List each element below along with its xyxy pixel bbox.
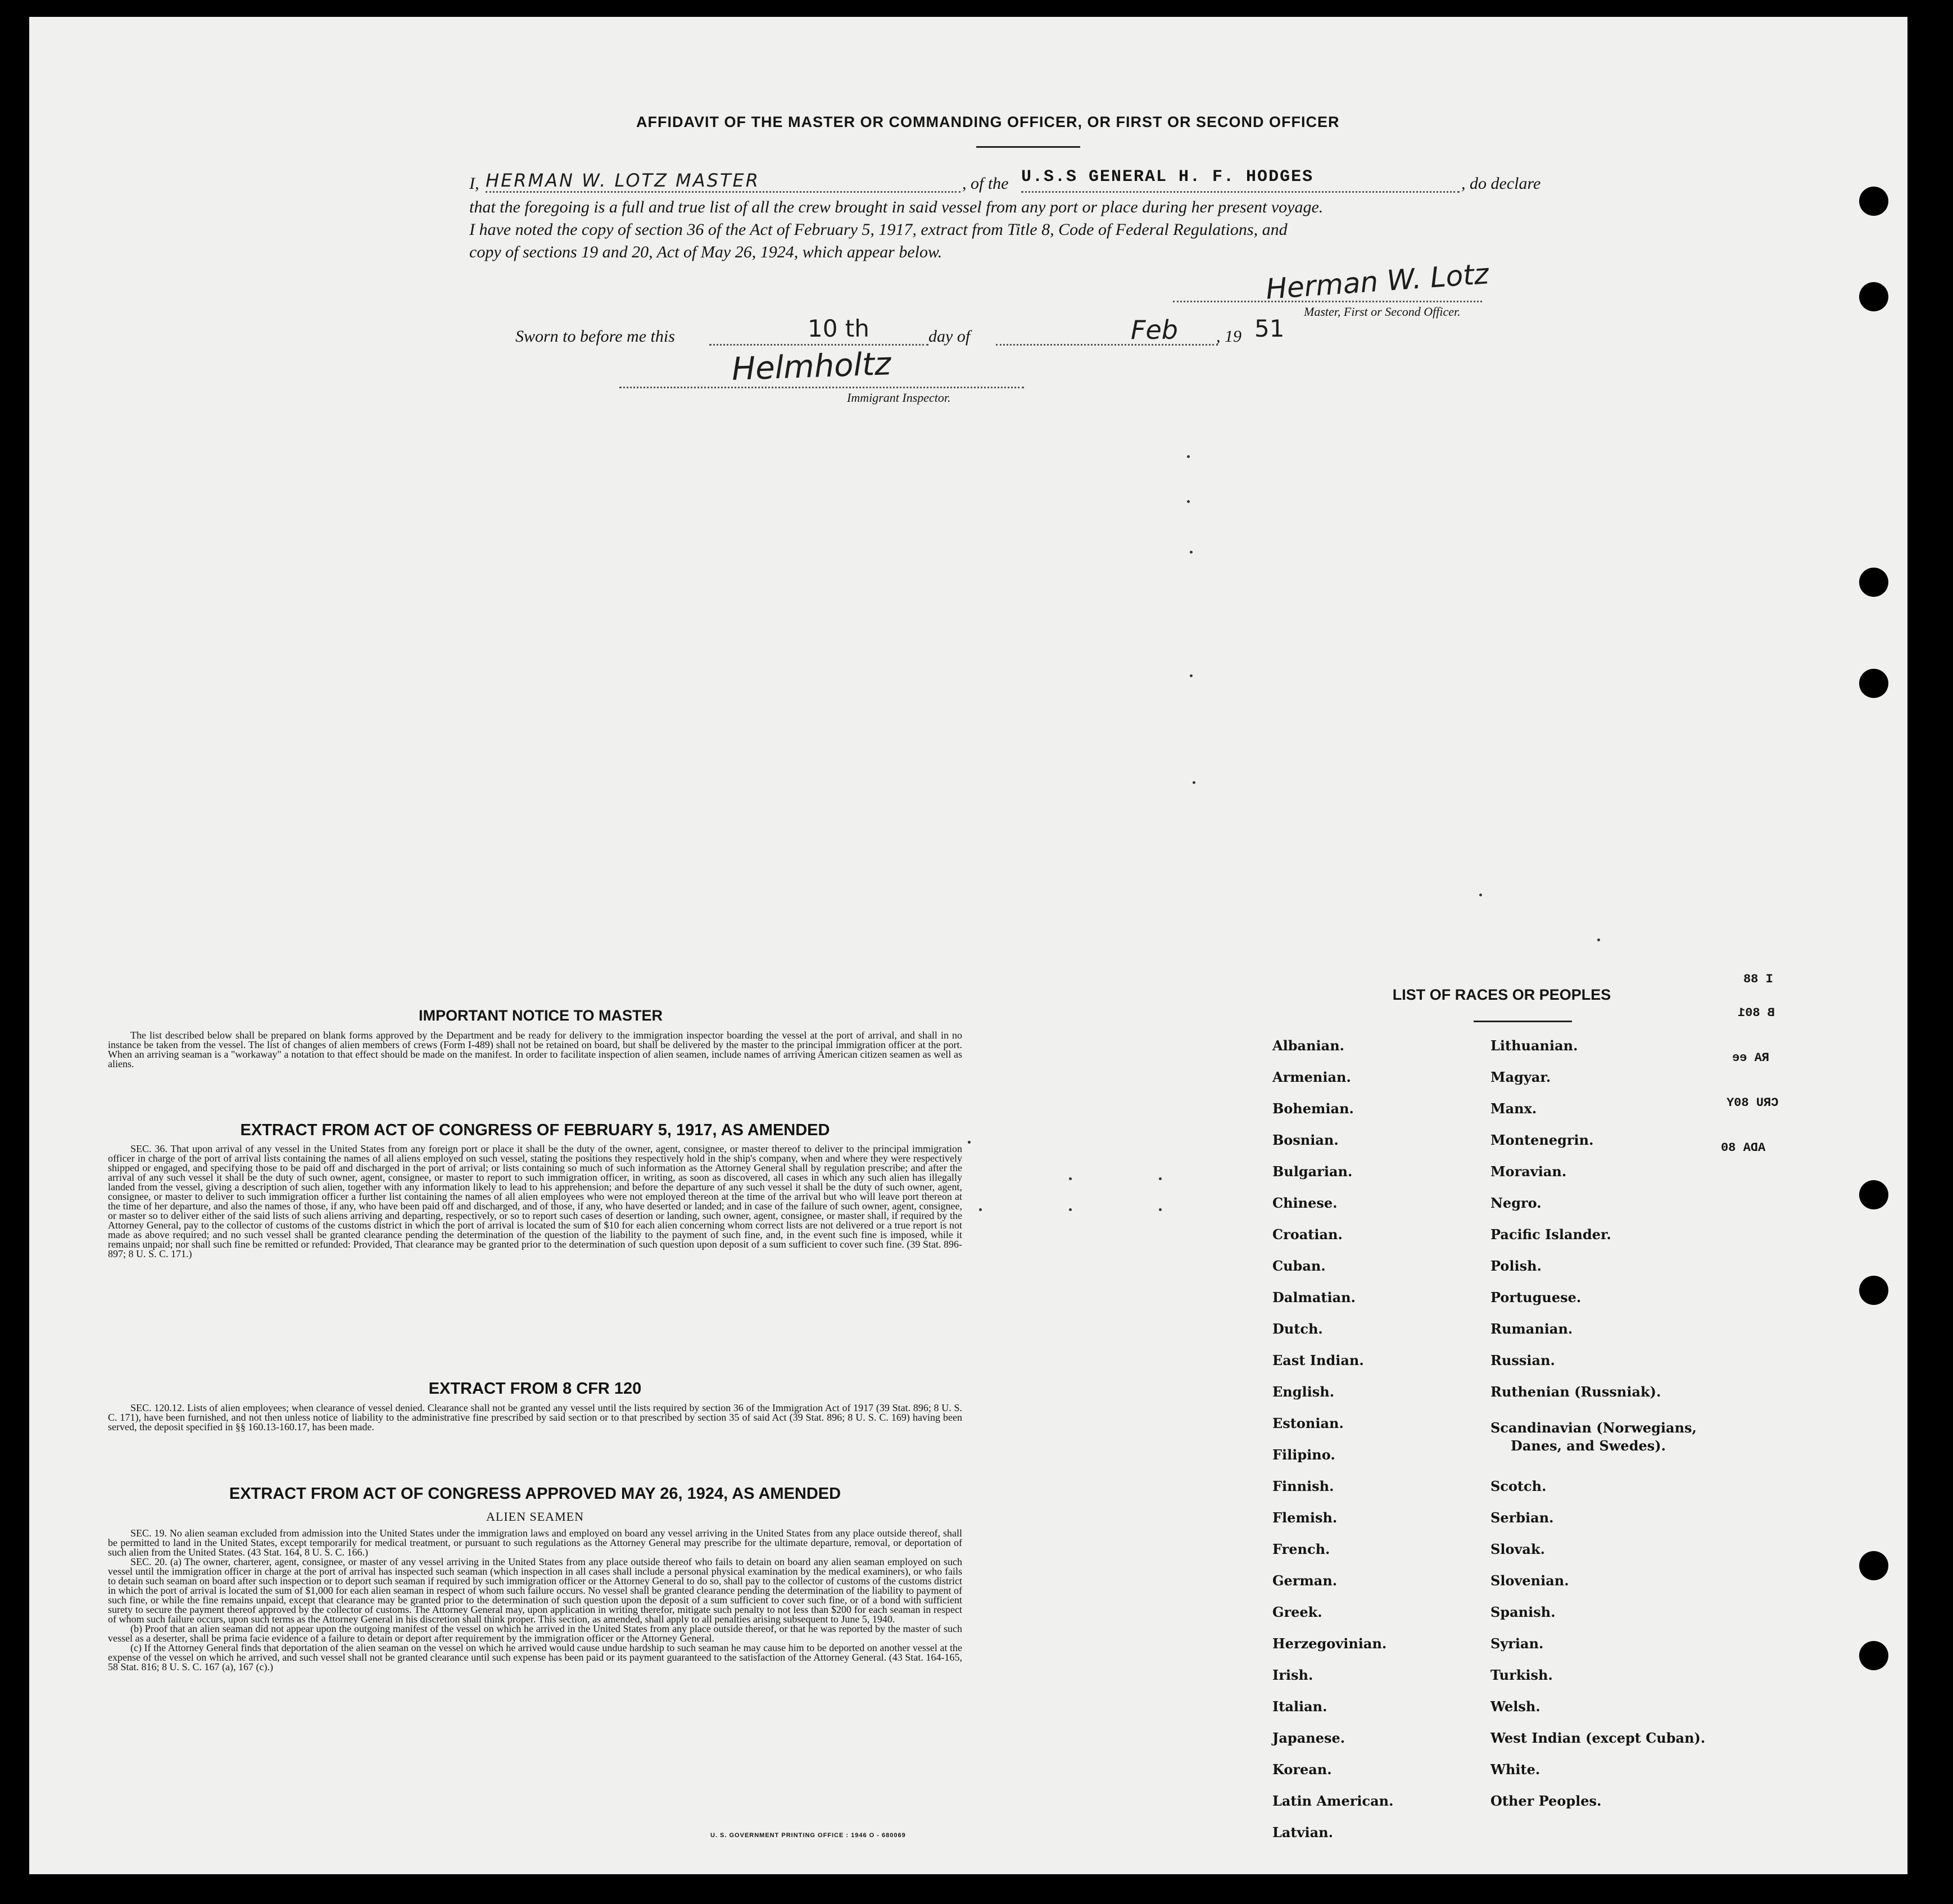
section-20c-paragraph: (c) If the Attorney General finds that deportation of the alien seaman on the vessel on which he arrived would cause undue hardship to such seaman he may cause him to be deported on another vessel at the expense of the vessel on which he arrived, and such vessel shall not be granted clearance until such expense has been paid or its payment guaranteed to the satisfaction of the Attorney General. (43 Stat. 164-165, 58 Stat. 816; 8 U. S. C. 167 (a), 167 (c).) xyxy=(108,1642,962,1672)
race-right-item: Slovak. xyxy=(1490,1541,1545,1557)
sworn-year: 51 xyxy=(1254,315,1285,342)
section-20a-paragraph: SEC. 20. (a) The owner, charterer, agent, consignee, or master of any vessel arriving in the United States from any place outside thereof who fails to detain on board any alien seaman employed on such vessel until the immigration officer in charge at the port of arrival has inspected such seaman (which inspection in all cases shall include a personal physical examination by the medical examiners), or who fails to detain such seaman on board after such inspection or to deport such seaman if required by such immigration officer or the Attorney General to do so, shall pay to the collector of customs of the customs district in which the port of arrival is located the sum of $1,000 for each alien seaman in respect of whom such failure occurs. No vessel shall be granted clearance pending the determination of the liability to payment of such fine, or while the fine remains unpaid, except that clearance may be granted prior to the determination of such question upon the deposit of a sum sufficient to cover such fine, or of a bond with sufficient surety to secure the payment thereof approved by the collector of customs. The Attorney General may, upon application in writing therefor, mitigate such penalty to not less than $200 for each seaman in respect of whom such failure occurs, upon such terms as the Attorney General in his discretion shall think proper. This section, as amended, shall apply to all penalties arising subsequent to June 5, 1940. xyxy=(108,1556,962,1625)
race-right-item: Other Peoples. xyxy=(1490,1793,1602,1809)
punch-hole xyxy=(1859,568,1888,597)
vessel-blank-line xyxy=(1021,191,1460,193)
race-left-item: Dutch. xyxy=(1272,1321,1323,1337)
punch-hole xyxy=(1859,282,1888,311)
sworn-day: 10 th xyxy=(808,315,869,342)
bleedthrough-fragment: CRU 80Y xyxy=(1727,1096,1779,1110)
race-right-item: Negro. xyxy=(1490,1195,1542,1211)
bleedthrough-fragment: I 88 xyxy=(1743,972,1773,986)
affidavit-line-2: that the foregoing is a full and true list of all the crew brought in said vessel from any port or place during her present voyage. xyxy=(469,198,1324,216)
races-title: LIST OF RACES OR PEOPLES xyxy=(1392,986,1611,1003)
affidavit-i-prefix: I, xyxy=(469,174,479,193)
punch-hole xyxy=(1859,1641,1888,1670)
race-right-item: White. xyxy=(1490,1761,1540,1778)
race-left-item: French. xyxy=(1272,1541,1330,1557)
speck xyxy=(968,1141,971,1144)
race-right-item: Portuguese. xyxy=(1490,1289,1582,1305)
affidavit-line-3: I have noted the copy of section 36 of the Act of February 5, 1917, extract from Title 8, Code of Federal Regulations, and xyxy=(469,220,1288,239)
speck xyxy=(1187,455,1190,458)
race-right-item: Scandinavian (Norwegians, xyxy=(1490,1420,1697,1436)
title-rule xyxy=(976,146,1080,148)
vessel-name-typed: U.S.S GENERAL H. F. HODGES xyxy=(1021,167,1314,187)
section-120-paragraph: SEC. 120.12. Lists of alien employees; when clearance of vessel denied. Clearance shall not be granted any vessel until the lists required by section 36 of the Immigration Act of 1917 (39 Stat. 896; 8 U. S. C. 171), have been furnished, and not then unless notice of liability to the administrative fine prescribed by said section or to that prescribed by section 35 of said Act (39 Stat. 896; 8 U. S. C. 169) having been served, the deposit specified in §§ 160.13-160.17, has been made. xyxy=(108,1402,962,1432)
speck xyxy=(1190,674,1193,677)
race-left-item: Filipino. xyxy=(1272,1447,1335,1463)
sworn-prefix: Sworn to before me this xyxy=(515,327,675,346)
of-the-label: , of the xyxy=(962,174,1009,193)
race-left-item: Herzegovinian. xyxy=(1272,1635,1387,1652)
race-right-item-continued: Danes, and Swedes). xyxy=(1511,1438,1666,1454)
day-of-label: day of xyxy=(928,327,971,346)
inspector-caption: Immigrant Inspector. xyxy=(847,391,951,405)
month-blank-line xyxy=(996,344,1218,346)
speck xyxy=(1069,1177,1072,1180)
race-left-item: Bohemian. xyxy=(1272,1100,1354,1117)
master-signature: Herman W. Lotz xyxy=(1265,257,1490,306)
day-blank-line xyxy=(709,344,928,346)
race-right-item: Montenegrin. xyxy=(1490,1132,1594,1148)
race-left-item: Finnish. xyxy=(1272,1478,1334,1494)
section-36-paragraph: SEC. 36. That upon arrival of any vessel in the United States from any foreign port or place it shall be the duty of the owner, agent, consignee, or master thereof to deliver to the principal immigration officer in charge of the port of arrival lists containing the names of all aliens employed on such vessel, stating the positions they respectively hold in the ship's company, when and where they were respectively shipped or engaged, and specifying those to be paid off and discharged in the port of arrival; or lists containing so much of such information as the Attorney General shall by regulation prescribe; and after the arrival of any such vessel it shall be the duty of such owner, agent, consignee, or master to report to such immigration officer, in writing, as soon as discovered, all cases in which any such alien has illegally landed from the vessel, giving a description of such alien, together with any information likely to lead to his apprehension; and before the departure of any such vessel it shall be the duty of such owner, agent, consignee, or master to deliver to such immigration officer a further list containing the names of all alien employees who were not employed thereon at the time of the arrival but who will leave port thereon at the time of her departure, and also the names of those, if any, who have been paid off and discharged, and of those, if any, who have deserted or landed; and in case of the failure of such owner, agent, consignee, or master so to deliver either of the said lists of such aliens arriving and departing, respectively, or so to report such cases of desertion or landing, such owner, agent, consignee, or master shall, if required by the Attorney General, pay to the collector of customs of the customs district in which the port of arrival is located the sum of $10 for each alien concerning whom correct lists are not delivered or a true report is not made as above required; and no such vessel shall be granted clearance pending the determination of the question of the liability to the payment of such fine, and, in the event such fine is imposed, while it remains unpaid; nor shall such fine be remitted or refunded: Provided, That clearance may be granted prior to the determination of such question upon deposit of a sum sufficient to cover such fine. (39 Stat. 896-897; 8 U. S. C. 171.) xyxy=(108,1143,962,1259)
punch-hole xyxy=(1859,187,1888,216)
notice-title: IMPORTANT NOTICE TO MASTER xyxy=(419,1007,663,1024)
signature-line xyxy=(1173,301,1482,302)
inspector-signature: Helmholtz xyxy=(731,346,892,388)
alien-seamen-subtitle: ALIEN SEAMEN xyxy=(486,1509,584,1524)
printing-office-footer: U. S. GOVERNMENT PRINTING OFFICE : 1946 O - 680069 xyxy=(710,1832,906,1839)
race-left-item: Estonian. xyxy=(1272,1415,1344,1431)
race-left-item: Japanese. xyxy=(1272,1730,1345,1746)
extract-1924-body xyxy=(108,1529,962,1672)
speck xyxy=(1193,781,1195,784)
race-left-item: Albanian. xyxy=(1272,1037,1344,1054)
extract-1917-title: EXTRACT FROM ACT OF CONGRESS OF FEBRUARY 5, 1917, AS AMENDED xyxy=(240,1121,830,1139)
race-right-item: Serbian. xyxy=(1490,1509,1554,1526)
affidavit-line-4: copy of sections 19 and 20, Act of May 26, 1924, which appear below. xyxy=(469,243,942,261)
race-right-item: Magyar. xyxy=(1490,1069,1551,1085)
extract-cfr-body xyxy=(108,1403,962,1432)
race-right-item: Manx. xyxy=(1490,1100,1537,1117)
speck xyxy=(1187,500,1190,503)
sworn-month: Feb xyxy=(1131,315,1178,345)
race-left-item: Irish. xyxy=(1272,1667,1313,1683)
name-blank-line xyxy=(486,191,960,193)
speck xyxy=(1069,1208,1072,1211)
bleedthrough-fragment: B 801 xyxy=(1738,1006,1775,1020)
race-left-item: Cuban. xyxy=(1272,1258,1326,1274)
punch-hole xyxy=(1859,1551,1888,1580)
race-left-item: Armenian. xyxy=(1272,1069,1351,1085)
notice-paragraph: The list described below shall be prepared on blank forms approved by the Department and be ready for delivery to the immigration inspector boarding the vessel at the port of arrival, and shall in no instance be taken from the vessel. The list of changes of alien members of crews (Form I-489) shall not be retained on board, but shall be delivered by the master to the principal immigration officer at the port. When an arriving seaman is a "workaway" a notation to that effect should be made on the manifest. In order to facilitate inspection of alien seamen, include names of arriving American citizen seamen as well as aliens. xyxy=(108,1030,962,1069)
race-right-item: Lithuanian. xyxy=(1490,1037,1578,1054)
form-sheet xyxy=(29,17,1907,1874)
notice-body xyxy=(108,1031,962,1069)
race-right-item: Ruthenian (Russniak). xyxy=(1490,1384,1661,1400)
inspector-line xyxy=(619,387,1024,388)
race-right-item: Moravian. xyxy=(1490,1163,1567,1180)
master-name-handwritten: HERMAN W. LOTZ MASTER xyxy=(486,170,760,191)
extract-cfr-title: EXTRACT FROM 8 CFR 120 xyxy=(428,1380,642,1398)
race-left-item: Chinese. xyxy=(1272,1195,1338,1211)
extract-1924-title: EXTRACT FROM ACT OF CONGRESS APPROVED MAY 26, 1924, AS AMENDED xyxy=(229,1485,841,1503)
race-right-item: Slovenian. xyxy=(1490,1572,1569,1589)
speck xyxy=(1159,1177,1162,1180)
punch-hole xyxy=(1859,1276,1888,1305)
race-left-item: Greek. xyxy=(1272,1604,1322,1620)
year-prefix: , 19 xyxy=(1216,327,1241,346)
race-left-item: Italian. xyxy=(1272,1698,1327,1715)
affidavit-title: AFFIDAVIT OF THE MASTER OR COMMANDING OFFICER, OR FIRST OR SECOND OFFICER xyxy=(636,114,1340,130)
do-declare-label: , do declare xyxy=(1461,174,1541,193)
speck xyxy=(1159,1208,1162,1211)
race-left-item: English. xyxy=(1272,1384,1335,1400)
race-right-item: Syrian. xyxy=(1490,1635,1544,1652)
race-right-item: West Indian (except Cuban). xyxy=(1490,1730,1706,1746)
section-20b-paragraph: (b) Proof that an alien seaman did not appear upon the outgoing manifest of the vessel on which he arrived in the United States from any place outside thereof, or that he was reported by the master of such vessel as a deserter, shall be prima facie evidence of a failure to detain or deport after requirement by the immigration officer or the Attorney General. xyxy=(108,1623,962,1644)
speck xyxy=(1479,894,1482,896)
race-right-item: Scotch. xyxy=(1490,1478,1547,1494)
race-left-item: Dalmatian. xyxy=(1272,1289,1356,1305)
races-rule xyxy=(1474,1021,1572,1022)
race-right-item: Pacific Islander. xyxy=(1490,1226,1611,1243)
speck xyxy=(979,1208,982,1211)
extract-1917-body xyxy=(108,1144,962,1259)
bleedthrough-fragment: ADA 80 xyxy=(1721,1141,1766,1155)
bleedthrough-fragment: RA ee xyxy=(1732,1051,1770,1065)
race-left-item: Latin American. xyxy=(1272,1793,1394,1809)
race-left-item: Bulgarian. xyxy=(1272,1163,1353,1180)
race-left-item: Flemish. xyxy=(1272,1509,1338,1526)
race-left-item: East Indian. xyxy=(1272,1352,1364,1368)
race-left-item: Korean. xyxy=(1272,1761,1332,1778)
race-left-item: Bosnian. xyxy=(1272,1132,1339,1148)
race-left-item: Latvian. xyxy=(1272,1824,1333,1840)
race-right-item: Spanish. xyxy=(1490,1604,1556,1620)
punch-hole xyxy=(1859,669,1888,698)
race-right-item: Turkish. xyxy=(1490,1667,1553,1683)
race-left-item: Croatian. xyxy=(1272,1226,1343,1243)
section-19-paragraph: SEC. 19. No alien seaman excluded from admission into the United States under the immigration laws and employed on board any vessel arriving in the United States from any place outside thereof, shall be permitted to land in the United States, except temporarily for medical treatment, or pursuant to such regulations as the Attorney General may prescribe for the ultimate departure, removal, or deportation of such alien from the United States. (43 Stat. 164, 8 U. S. C. 166.) xyxy=(108,1527,962,1558)
speck xyxy=(1190,551,1193,554)
speck xyxy=(1597,939,1600,941)
master-caption: Master, First or Second Officer. xyxy=(1304,305,1461,319)
punch-hole xyxy=(1859,1180,1888,1209)
race-right-item: Welsh. xyxy=(1490,1698,1540,1715)
race-left-item: German. xyxy=(1272,1572,1338,1589)
race-right-item: Polish. xyxy=(1490,1258,1542,1274)
race-right-item: Rumanian. xyxy=(1490,1321,1573,1337)
race-right-item: Russian. xyxy=(1490,1352,1555,1368)
